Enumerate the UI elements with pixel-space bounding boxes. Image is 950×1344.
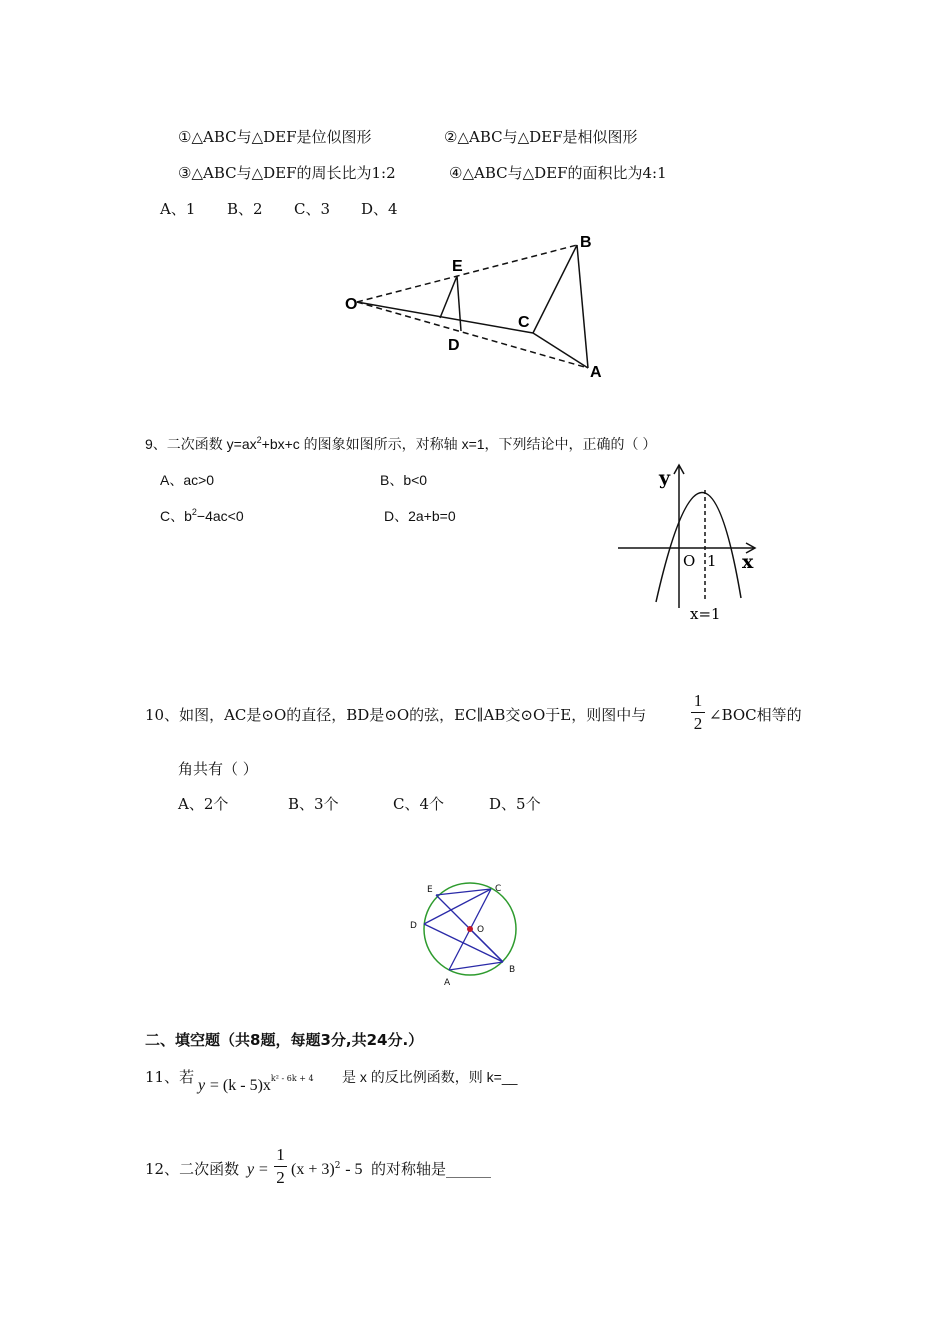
q8-statement-3: ③△ABC与△DEF的周长比为1:2: [178, 164, 396, 182]
q9-stem-sup: 2: [256, 435, 262, 445]
label-e: E: [452, 258, 463, 275]
q9-option-c-sup: 2: [191, 507, 197, 517]
q8-option-d: D、4: [361, 200, 398, 218]
q8-option-b: B、2: [227, 200, 263, 218]
q8-statement-4: ④△ABC与△DEF的面积比为4:1: [449, 164, 667, 182]
q11-equation: [198, 1075, 314, 1096]
q12-fraction-bar: [274, 1166, 287, 1167]
chord-ab: [449, 962, 503, 970]
radius-ob: [470, 929, 503, 962]
label-one: 1: [707, 552, 717, 570]
q12-eq-body: (x + 3): [291, 1161, 335, 1178]
label-x: x: [742, 551, 754, 573]
q12-prefix: 12、二次函数: [145, 1160, 240, 1178]
q12-eq-rhs: [291, 1159, 363, 1180]
section-2-heading: 二、填空题（共8题，每题3分,共24分.）: [145, 1031, 424, 1049]
q11-prefix: 11、若: [145, 1068, 195, 1086]
q9-stem-post: +bx+c 的图象如图所示，对称轴 x=1，下列结论中，正确的（ ）: [261, 436, 657, 452]
q12-eq-lhs: [247, 1159, 268, 1180]
label-b: B: [509, 965, 516, 975]
q12-suffix: 的对称轴是______: [371, 1160, 492, 1178]
q12-fraction: [274, 1145, 287, 1188]
q8-option-a: A、1: [160, 200, 196, 218]
label-axis-eq: x=1: [690, 605, 721, 623]
q12-eq-y: y: [247, 1161, 255, 1178]
label-y: y: [659, 467, 671, 489]
q10-option-a: A、2个: [178, 795, 229, 813]
q11-suffix: 是 x 的反比例函数，则 k=__: [342, 1069, 518, 1085]
q10-option-b: B、3个: [288, 795, 339, 813]
q9-option-c-post: −4ac<0: [196, 508, 244, 524]
label-d: D: [448, 337, 460, 354]
q12-fraction-num: 1: [276, 1145, 285, 1164]
q9-option-b: B、b<0: [380, 472, 428, 488]
label-e: E: [427, 885, 433, 895]
q9-stem-pre: 9、二次函数 y=ax: [145, 436, 257, 452]
q9-option-c-pre: C、b: [160, 508, 192, 524]
label-d: D: [410, 921, 417, 931]
q12-eq-eq: =: [258, 1161, 268, 1178]
chord-dc: [424, 889, 491, 924]
label-b: B: [580, 234, 592, 251]
center-point: [467, 926, 473, 932]
q10-stem-pre: 10、如图，AC是⊙O的直径，BD是⊙O的弦，EC∥AB交⊙O于E，则图中与: [145, 706, 647, 724]
chord-ec: [436, 889, 491, 895]
label-o: O: [477, 925, 485, 935]
q8-statement-1: ①△ABC与△DEF是位似图形: [178, 128, 372, 146]
label-a: A: [444, 978, 451, 988]
q8-statement-2: ②△ABC与△DEF是相似图形: [444, 128, 638, 146]
label-o: O: [345, 296, 358, 313]
q10-stem-line2: 角共有（ ）: [178, 760, 258, 778]
q12-fraction-den: 2: [276, 1168, 285, 1187]
label-c: C: [518, 314, 530, 331]
q11-eq-y: y: [198, 1077, 206, 1094]
q10-fraction-num: 1: [693, 691, 703, 710]
q10-option-c: C、4个: [393, 795, 445, 813]
chord-bd: [424, 924, 503, 962]
q12-eq-exp: 2: [334, 1161, 341, 1171]
q9-option-d: D、2a+b=0: [384, 508, 456, 524]
label-origin: O: [683, 552, 696, 570]
q11-eq-mid: = (k - 5)x: [209, 1077, 271, 1094]
q10-option-d: D、5个: [489, 795, 541, 813]
label-c: C: [495, 884, 502, 894]
label-a: A: [590, 364, 602, 381]
q10-stem-post: ∠BOC相等的: [709, 706, 802, 724]
q11-eq-exp: k² - 6k + 4: [270, 1074, 314, 1083]
q12-eq-tail: - 5: [345, 1161, 363, 1178]
q8-option-c: C、3: [294, 200, 331, 218]
q9-option-a: A、ac>0: [160, 472, 215, 488]
q10-fraction-den: 2: [693, 714, 703, 733]
